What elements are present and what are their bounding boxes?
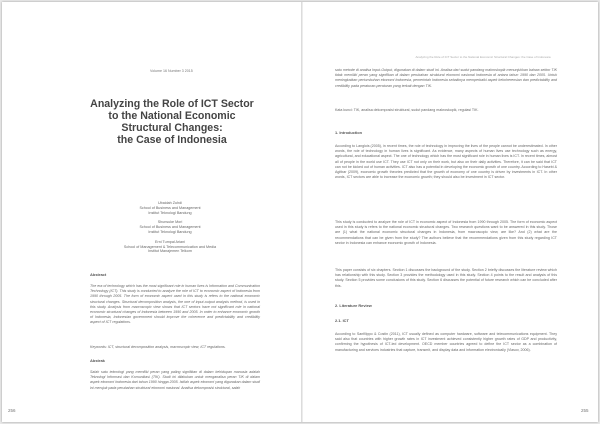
author-name: Ubaidah Zuhdi xyxy=(158,201,182,205)
author-institution: Institut Teknologi Bandung xyxy=(148,210,192,215)
volume-info: Volume 16 Number 3 2015 xyxy=(150,69,193,73)
author-affiliation: School of Business and Management xyxy=(139,225,201,230)
right-page xyxy=(303,2,598,422)
title-line: Structural Changes: xyxy=(121,122,223,134)
author-institution: Institut Teknologi Bandung xyxy=(148,229,192,234)
abstrak-continued: satu metode di analisa Input-Output, digunakan di dalam studi ini. Analisa dari sudut pandang makroskopik menunjukkan bahwa sektor TIK tidak memiliki peran yang signifikan di dalam perubahan struktural ekonomi nasional Indonesia di antara tahun 1990 dan 2005. Untuk meningkatkan pertumbuhan ekonomi Indonesia, pemerintah Indonesia sebaiknya memperbaiki aspek kekoherensian dan predictability and credibility pada peraturan-peraturan yang terkait dengan TIK. xyxy=(335,68,557,88)
document-spread xyxy=(2,2,598,422)
section-2-1-heading: 2.1. ICT xyxy=(335,318,349,323)
author-institution: Institut Manajemen Telkom xyxy=(148,249,192,254)
intro-paragraph-3: This paper consists of six chapters. Section 1 discusses the background of the study. Section 2 briefly discusses the literature review which has relationship with this study. Section 3 provides the methodology used in this study. Section 4 points to the result and analysis of this study. Section 5 provides some conclusions of this study. Section 6 discusses the potential of future research which can be concluded after this. xyxy=(335,268,557,288)
abstract-text: The era of technology which has the most significant role in human lives is Information and Communication Technology (ICT). This study is conducted to analyze the role of ICT to economic aspect of Indonesia from 1990 through 2005. The form of economic aspect used in this study is refers to the national economic structural changes. Structural decomposition analysis, the one of input-output analysis method, is used in this study. Analysis from macroscopic view shows that ICT sectors have not significant role in national economic structural changes of Indonesia between 1990 and 2005. In order to enhance economic growth of Indonesia, Indonesian government should improve the coherence and predictability and credibility aspect of ICT regulations. xyxy=(90,284,260,325)
ict-paragraph: According to Sanfilippo & Costin (2011), ICT usually defined as computer hardware, software and telecommunications equipment. They said also that countries with higher growth rates in ICT investment achieved consistently higher growth rates of GDP and productivity, confirming the hypothesis of ICT-led development. OECD member countries agreed to define the ICT sector as a combination of manufacturing and services industries that capture, transmit, and display data and information electronically (Vlasov, 2006). xyxy=(335,332,557,352)
paper-title xyxy=(82,98,262,146)
left-page xyxy=(2,2,301,422)
title-line: to the National Economic xyxy=(108,110,236,122)
page-number-right: 255 xyxy=(581,408,589,413)
page-number-left: 256 xyxy=(8,408,16,413)
keywords: Keywords: ICT, structural decomposition analysis, macroscopic view, ICT regulations. xyxy=(90,345,226,349)
abstrak-text: Salah satu teknologi yang memiliki peran yang paling signifikan di dalam kehidupan manusia adalah Teknologi Informasi dan Komunikasi (TIK). Studi ini dilakukan untuk menganalisa peran TIK di dalam aspek ekonomi Indonesia dari tahun 1990 hingga 2005. Istilah aspek ekonomi yang digunakan dalam studi ini merujuk pada perubahan struktural ekonomi nasional. Analisa dekomposisi struktural, salah xyxy=(90,370,260,390)
running-header: Analyzing the Role of ICT Sector to the National Economic Structural Changes: the Case of Indonesia xyxy=(415,55,551,59)
abstrak-heading: Abstrak xyxy=(90,358,105,363)
section-1-heading: 1. Introduction xyxy=(335,130,363,135)
author-block xyxy=(60,201,280,259)
author-2 xyxy=(60,220,280,234)
intro-paragraph-2: This study is conducted to analyze the role of ICT in economic aspect of Indonesia from 1990 through 2005. The form of economic aspect used in this study is refers to the national economic structural changes. Two research questions want to be answered in this study. Those are (1) what the national economic structural changes in Indonesia, from macroscopic view, are like? And (2) what are the recommendations that can be given from the study? The authors believe that the recommendations given from this study regarding ICT sector in Indonesia can enhance economic growth of Indonesia. xyxy=(335,220,557,245)
abstract-heading: Abstract xyxy=(90,272,107,277)
author-affiliation: School of Business and Management xyxy=(139,205,201,210)
author-affiliation: School of Management & Telecommunication and Media xyxy=(123,244,217,249)
title-line: the Case of Indonesia xyxy=(117,134,227,146)
kata-kunci: Kata kunci: TIK, analisa dekomposisi struktural, sudut pandang makroskopik, regulasi TIK. xyxy=(335,108,479,112)
intro-paragraph-1: According to Langlois (2005), in recent times, the role of technology in improving the lives of the people cannot be underestimated. In other words, the role of technology in human lives is significant. As evidence, many aspects of human lives use technology such as energy, agricultural, and educational aspect. The one of technology which has the most significant role in human lives is ICT. In recent times, almost all of people in the world use ICT. They use ICT not only on their work, but also on their daily activities. Therefore, it can be said that ICT can not be kicked out of human activities. ICT also has a potential in developing the economic growth of one country. According to Hasebi & Agitbar (2009), economic growth theories predicted that the growth of economy of one country is driven by investments in ICT. In other words, ICT sectors are able to increase the economic growth; they should also be investment in ICT sector. xyxy=(335,144,557,180)
title-line: Analyzing the Role of ICT Sector xyxy=(90,98,254,110)
author-3 xyxy=(60,240,280,254)
author-name: Shunsuke Mori xyxy=(157,220,183,225)
author-name: Erni Tumpal Ariani xyxy=(155,239,185,244)
section-2-heading: 2. Literature Review xyxy=(335,303,372,308)
author-1 xyxy=(60,201,280,215)
